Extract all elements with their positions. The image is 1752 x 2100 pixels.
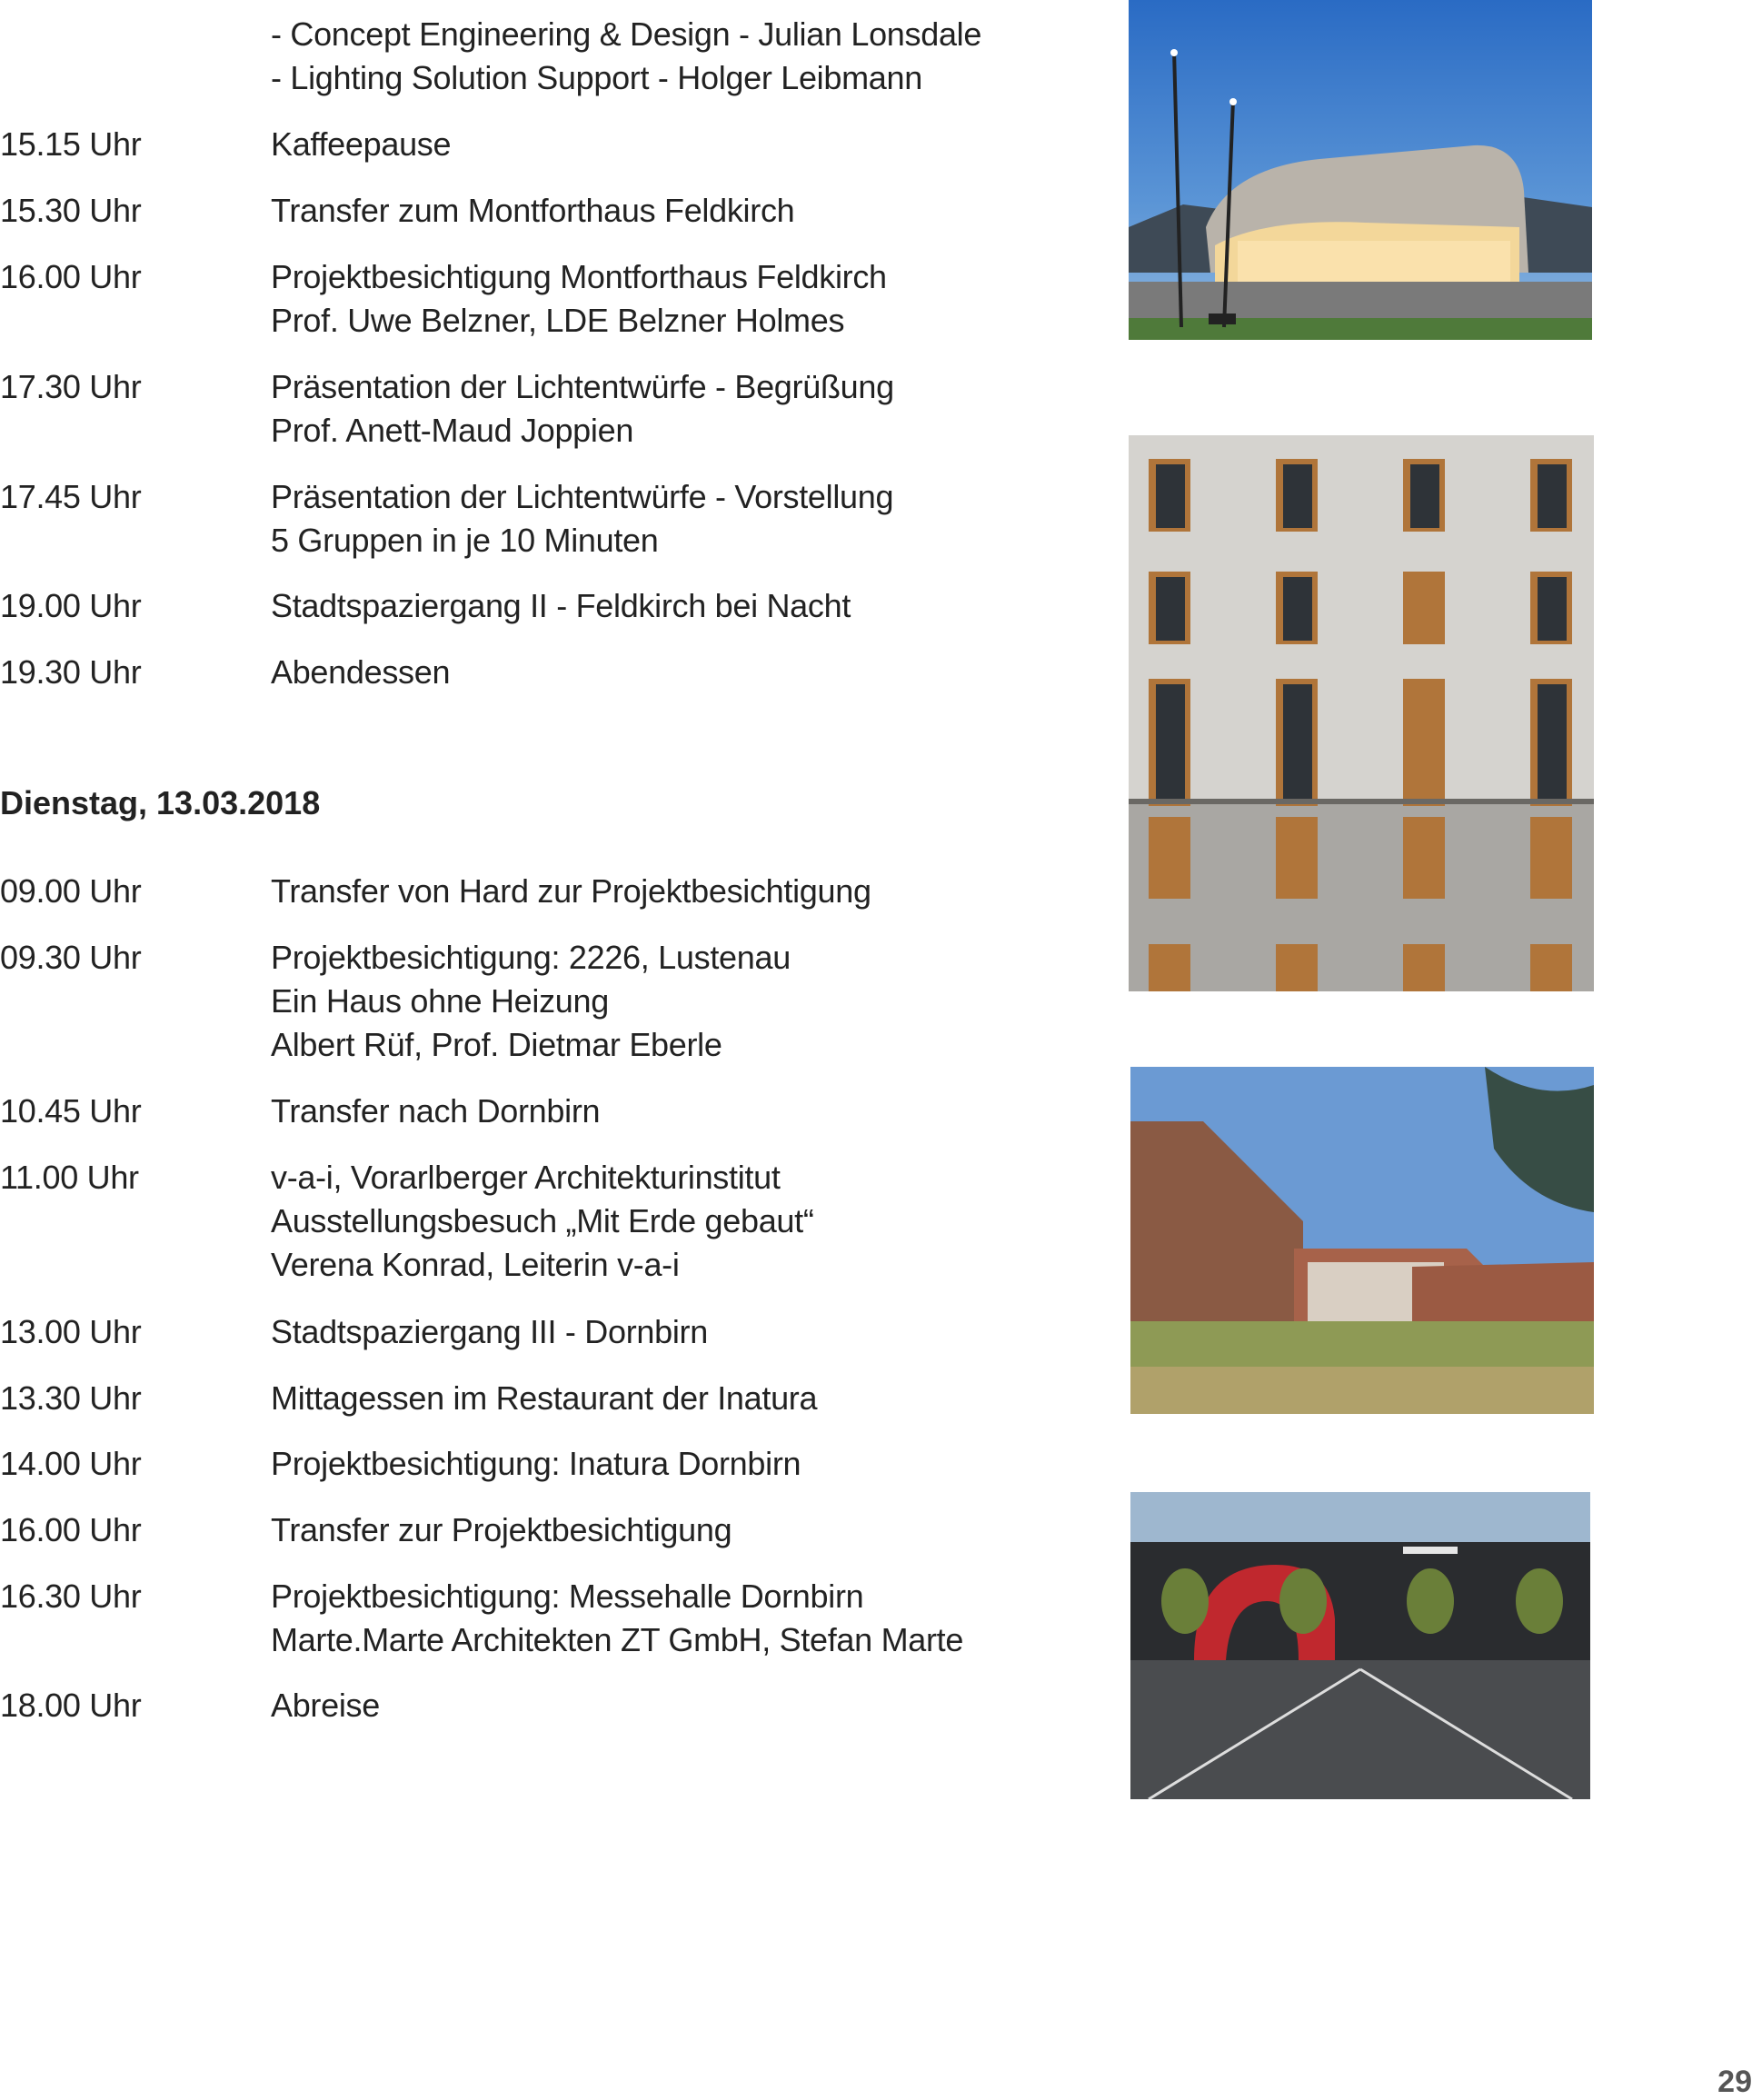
item-time: 09.30 Uhr bbox=[0, 939, 142, 976]
item-time: 14.00 Uhr bbox=[0, 1445, 142, 1482]
intro-line: - Lighting Solution Support - Holger Leibmann bbox=[271, 59, 922, 96]
item-line: Projektbesichtigung: 2226, Lustenau bbox=[271, 939, 791, 976]
item-time: 15.15 Uhr bbox=[0, 125, 142, 163]
item-line: Albert Rüf, Prof. Dietmar Eberle bbox=[271, 1026, 722, 1063]
item-line: Transfer zur Projektbesichtigung bbox=[271, 1511, 732, 1548]
day-heading: Dienstag, 13.03.2018 bbox=[0, 784, 321, 821]
item-time: 19.30 Uhr bbox=[0, 653, 142, 691]
item-time: 17.30 Uhr bbox=[0, 368, 142, 405]
haus-2226-photo bbox=[1129, 435, 1594, 991]
item-time: 16.00 Uhr bbox=[0, 1511, 142, 1548]
architecture-institute-photo bbox=[1130, 1067, 1594, 1414]
item-line: Transfer zum Montforthaus Feldkirch bbox=[271, 192, 795, 229]
item-time: 09.00 Uhr bbox=[0, 872, 142, 910]
item-time: 16.30 Uhr bbox=[0, 1577, 142, 1615]
item-time: 17.45 Uhr bbox=[0, 478, 142, 515]
item-line: Prof. Uwe Belzner, LDE Belzner Holmes bbox=[271, 302, 845, 339]
haus-2226-illustration bbox=[1129, 435, 1594, 991]
item-line: Abreise bbox=[271, 1687, 380, 1724]
item-line: Ein Haus ohne Heizung bbox=[271, 982, 609, 1020]
page-number: 29 bbox=[1717, 2065, 1752, 2099]
item-line: Marte.Marte Architekten ZT GmbH, Stefan Marte bbox=[271, 1621, 964, 1658]
item-time: 11.00 Uhr bbox=[0, 1159, 139, 1196]
item-time: 10.45 Uhr bbox=[0, 1092, 142, 1130]
montforthaus-illustration bbox=[1129, 0, 1592, 340]
item-line: Ausstellungsbesuch „Mit Erde gebaut“ bbox=[271, 1202, 814, 1239]
item-line: Stadtspaziergang II - Feldkirch bei Nacht bbox=[271, 587, 851, 624]
item-time: 13.30 Uhr bbox=[0, 1379, 142, 1417]
intro-lines bbox=[271, 13, 981, 100]
architecture-institute-illustration bbox=[1130, 1067, 1594, 1414]
item-line: Transfer nach Dornbirn bbox=[271, 1092, 601, 1130]
messehalle-illustration bbox=[1130, 1492, 1590, 1799]
item-line: Transfer von Hard zur Projektbesichtigung bbox=[271, 872, 871, 910]
intro-line: - Concept Engineering & Design - Julian Lonsdale bbox=[271, 15, 982, 53]
item-time: 13.00 Uhr bbox=[0, 1313, 142, 1350]
item-line: Prof. Anett-Maud Joppien bbox=[271, 412, 634, 449]
item-line: Präsentation der Lichtentwürfe - Begrüßung bbox=[271, 368, 894, 405]
item-line: Präsentation der Lichtentwürfe - Vorstellung bbox=[271, 478, 894, 515]
item-line: Stadtspaziergang III - Dornbirn bbox=[271, 1313, 708, 1350]
item-time: 19.00 Uhr bbox=[0, 587, 142, 624]
item-line: Abendessen bbox=[271, 653, 451, 691]
item-time: 15.30 Uhr bbox=[0, 192, 142, 229]
item-line: Kaffeepause bbox=[271, 125, 452, 163]
item-line: Projektbesichtigung: Messehalle Dornbirn bbox=[271, 1577, 864, 1615]
item-line: Mittagessen im Restaurant der Inatura bbox=[271, 1379, 818, 1417]
item-line: Verena Konrad, Leiterin v-a-i bbox=[271, 1246, 680, 1283]
item-time: 16.00 Uhr bbox=[0, 258, 142, 295]
item-time: 18.00 Uhr bbox=[0, 1687, 142, 1724]
montforthaus-photo bbox=[1129, 0, 1592, 340]
item-line: Projektbesichtigung: Inatura Dornbirn bbox=[271, 1445, 801, 1482]
item-line: v-a-i, Vorarlberger Architekturinstitut bbox=[271, 1159, 781, 1196]
messehalle-photo bbox=[1130, 1492, 1590, 1799]
item-line: 5 Gruppen in je 10 Minuten bbox=[271, 522, 659, 559]
item-line: Projektbesichtigung Montforthaus Feldkirch bbox=[271, 258, 887, 295]
